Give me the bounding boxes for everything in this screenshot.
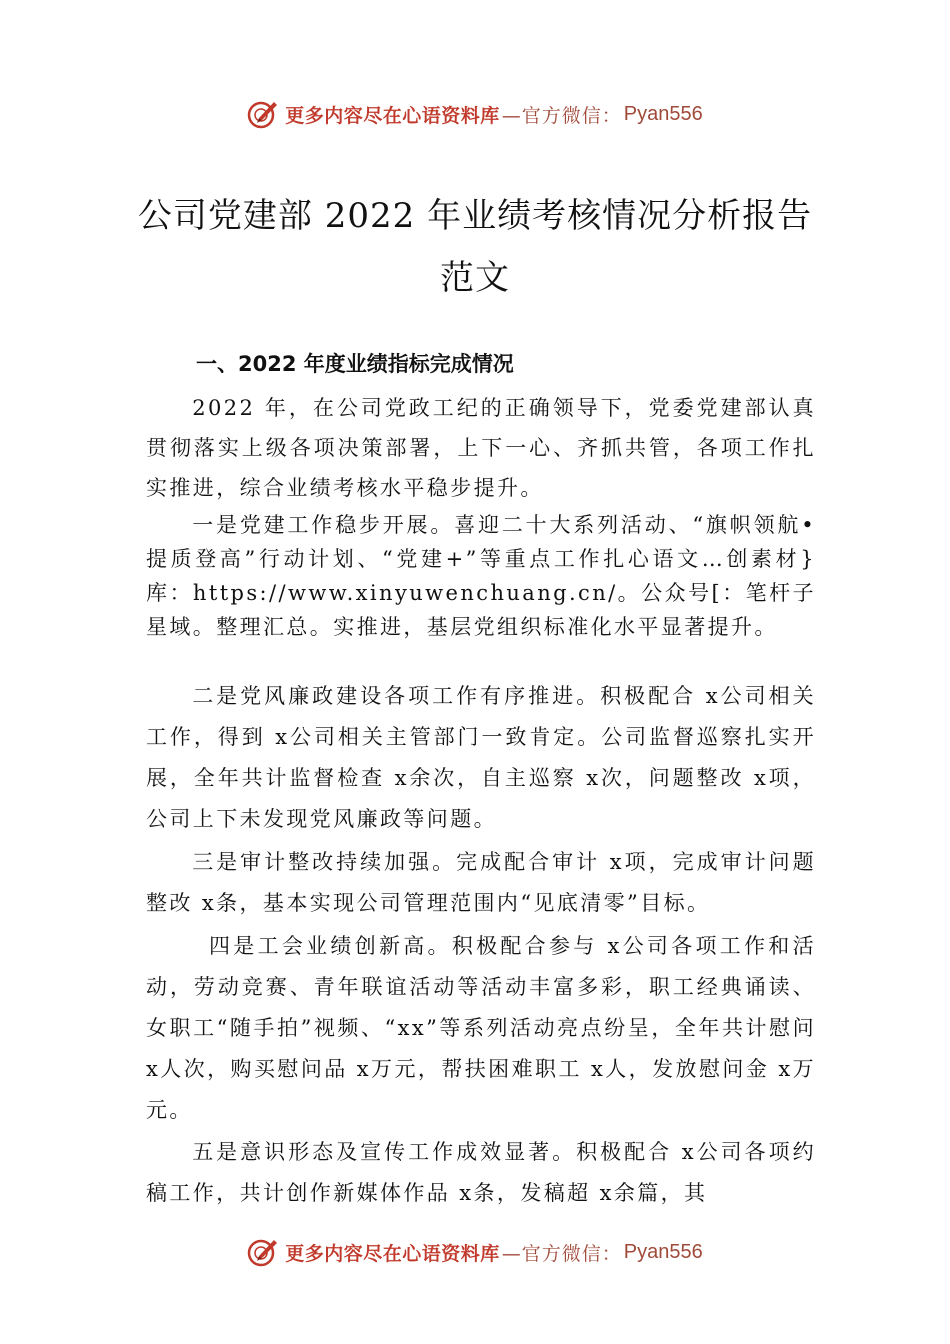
footer-banner xyxy=(0,1232,950,1272)
paragraph-party-building: 一是党建工作稳步开展。喜迎二十大系列活动、“旗帜领航•提质登高”行动计划、“党建+”等重点工作扎心语文…创素材}库：https://www.xinyuwenchuang.cn/。公众号[：笔杆子星域。整理汇总。实推进，基层党组织标准化水平显著提升。 xyxy=(146,513,816,639)
paragraph-ideology: 五是意识形态及宣传工作成效显著。积极配合 x公司各项约稿工作，共计创作新媒体作品 x条，发稿超 x余篇，其 xyxy=(146,1140,816,1205)
banner-text: 更多内容尽在心语资料库 xyxy=(285,104,500,127)
header-banner xyxy=(0,94,950,134)
paragraph-intro: 2022 年，在公司党政工纪的正确领导下，党委党建部认真贯彻落实上级各项决策部署，上下一心、齐抓共管，各项工作扎实推进，综合业绩考核水平稳步提升。 xyxy=(146,396,816,500)
wechat-id: Pyan556 xyxy=(623,1240,703,1263)
pen-logo-icon xyxy=(247,98,279,130)
wechat-id: Pyan556 xyxy=(623,102,703,125)
banner-separator: —官方微信： xyxy=(501,104,622,127)
paragraph-audit: 三是审计整改持续加强。完成配合审计 x项，完成审计问题整改 x条，基本实现公司管理范围内“见底清零”目标。 xyxy=(146,850,816,915)
pen-logo-icon xyxy=(247,1236,279,1268)
document-title-line-2: 范文 xyxy=(440,258,510,298)
banner-text: 更多内容尽在心语资料库 xyxy=(285,1242,500,1265)
document-title-line-1: 公司党建部 2022 年业绩考核情况分析报告 xyxy=(137,196,813,236)
section-heading: 一、2022 年度业绩指标完成情况 xyxy=(196,352,514,376)
paragraph-integrity: 二是党风廉政建设各项工作有序推进。积极配合 x公司相关工作，得到 x公司相关主管部门一致肯定。公司监督巡察扎实开展，全年共计监督检查 x余次，自主巡察 x次，问题整改 x项，公司上下未发现党风廉政等问题。 xyxy=(146,684,816,831)
banner-separator: —官方微信： xyxy=(501,1242,622,1265)
paragraph-union: 四是工会业绩创新高。积极配合参与 x公司各项工作和活动，劳动竞赛、青年联谊活动等活动丰富多彩，职工经典诵读、女职工“随手拍”视频、“xx”等系列活动亮点纷呈，全年共计慰问 x人次，购买慰问品 x万元，帮扶困难职工 x人，发放慰问金 x万元。 xyxy=(146,934,816,1122)
